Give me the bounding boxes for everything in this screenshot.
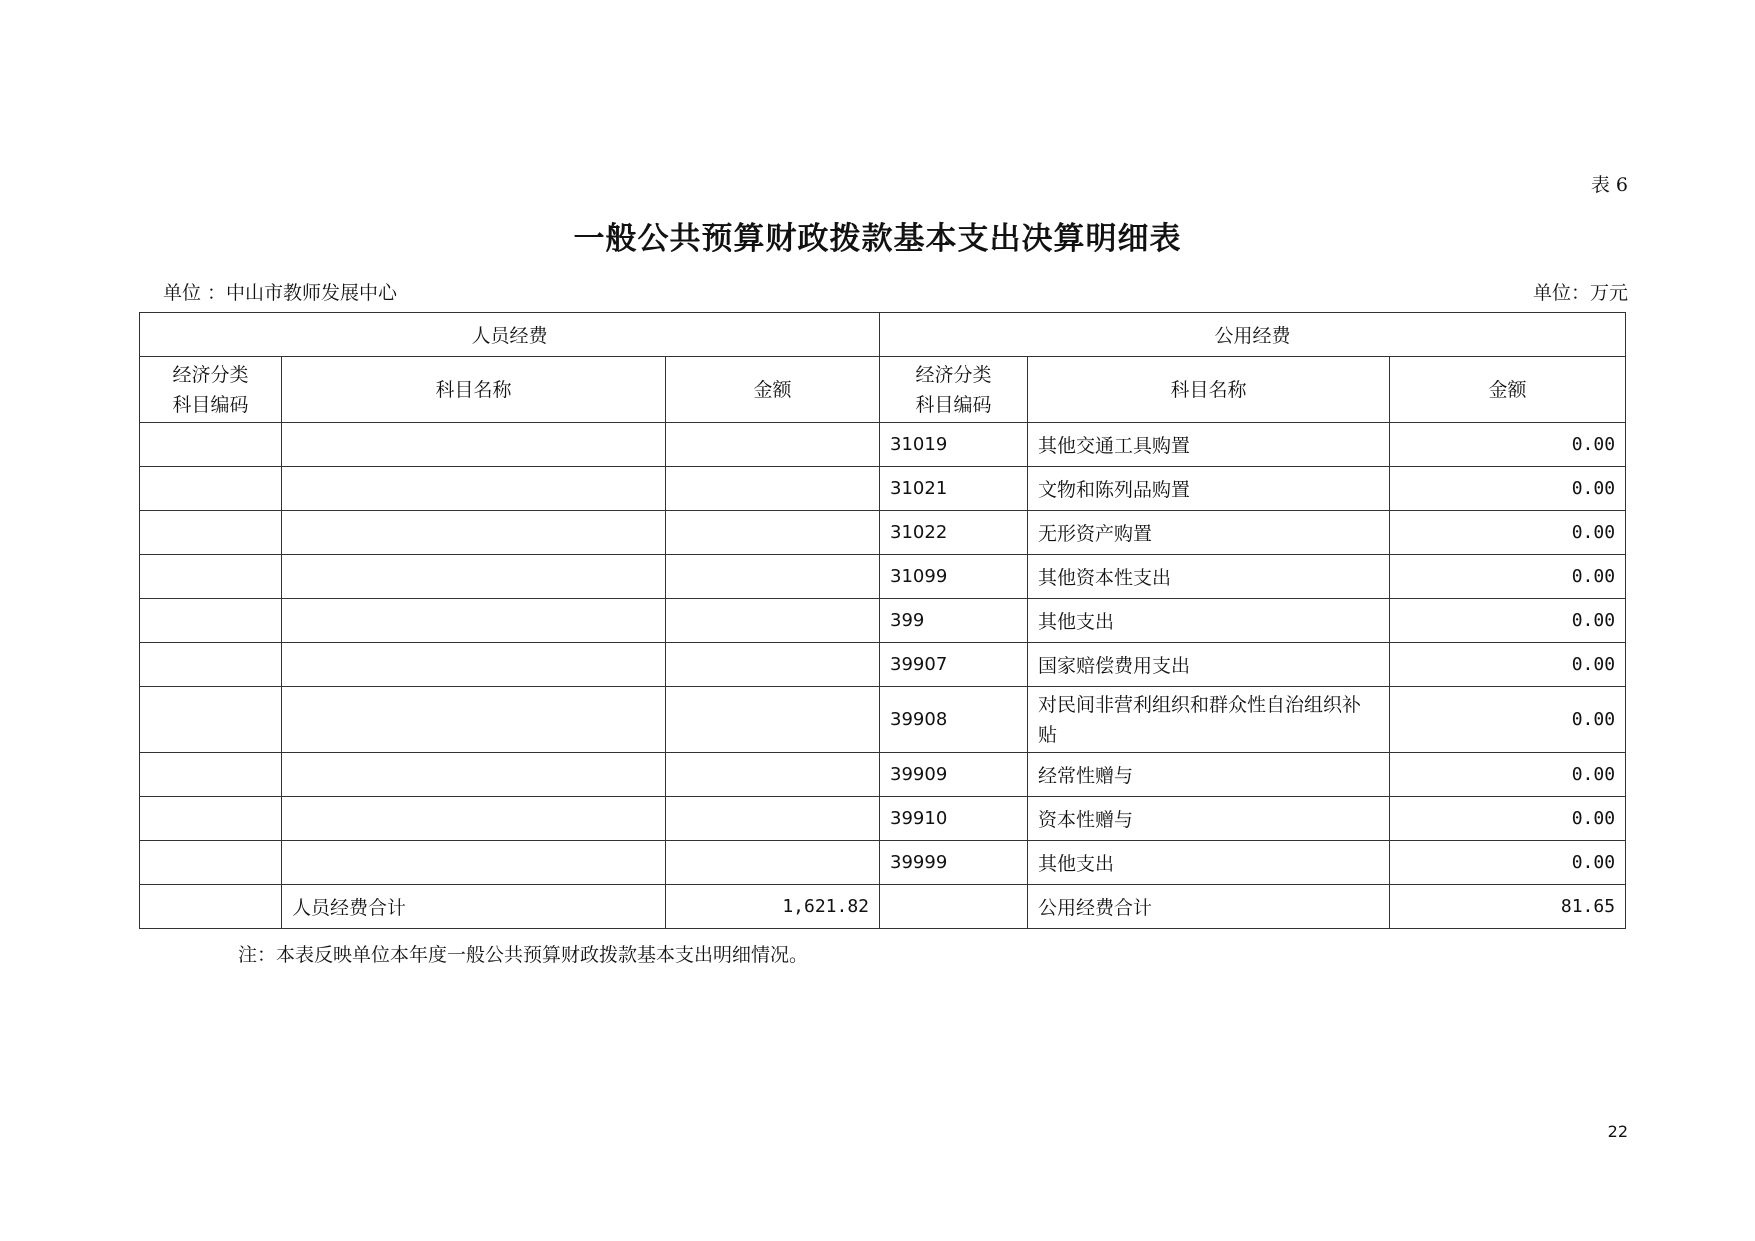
public-name-cell: 其他支出	[1028, 841, 1390, 885]
table-row	[140, 555, 1626, 599]
table-row	[140, 841, 1626, 885]
personnel-total-amount: 1,621.82	[666, 885, 880, 929]
totals-row	[140, 885, 1626, 929]
public-code-cell: 39908	[880, 687, 1028, 753]
group-header-row	[140, 313, 1626, 357]
table-note: 注：本表反映单位本年度一般公共预算财政拨款基本支出明细情况。	[238, 944, 809, 966]
public-code-header: 经济分类 科目编码	[880, 357, 1028, 423]
public-code-cell: 31021	[880, 467, 1028, 511]
table-row	[140, 599, 1626, 643]
table-row	[140, 423, 1626, 467]
public-code-cell: 31019	[880, 423, 1028, 467]
personnel-name-header: 科目名称	[282, 357, 666, 423]
public-name-cell: 国家赔偿费用支出	[1028, 643, 1390, 687]
organization-unit: 单位 ：中山市教师发展中心	[163, 282, 398, 304]
public-name-cell: 资本性赠与	[1028, 797, 1390, 841]
public-amount-cell: 0.00	[1390, 687, 1626, 753]
public-name-cell: 其他交通工具购置	[1028, 423, 1390, 467]
public-amount-cell: 0.00	[1390, 467, 1626, 511]
public-name-cell: 其他支出	[1028, 599, 1390, 643]
public-amount-header: 金额	[1390, 357, 1626, 423]
public-amount-cell: 0.00	[1390, 555, 1626, 599]
public-name-cell: 对民间非营利组织和群众性自治组织补贴	[1028, 687, 1390, 753]
currency-unit: 单位：万元	[1532, 282, 1628, 304]
document-title: 一般公共预算财政拨款基本支出决算明细表	[573, 221, 1182, 257]
public-total-amount: 81.65	[1390, 885, 1626, 929]
public-name-cell: 无形资产购置	[1028, 511, 1390, 555]
public-code-cell: 399	[880, 599, 1028, 643]
public-code-cell: 39909	[880, 753, 1028, 797]
public-amount-cell: 0.00	[1390, 599, 1626, 643]
public-amount-cell: 0.00	[1390, 643, 1626, 687]
public-amount-cell: 0.00	[1390, 797, 1626, 841]
table-row	[140, 643, 1626, 687]
expenditure-table	[139, 312, 1626, 929]
public-amount-cell: 0.00	[1390, 841, 1626, 885]
public-group-header: 公用经费	[880, 313, 1626, 357]
table-row	[140, 797, 1626, 841]
personnel-total-label: 人员经费合计	[282, 885, 666, 929]
personnel-code-header: 经济分类 科目编码	[140, 357, 282, 423]
public-code-cell: 39907	[880, 643, 1028, 687]
public-name-cell: 经常性赠与	[1028, 753, 1390, 797]
public-code-cell: 31022	[880, 511, 1028, 555]
public-name-header: 科目名称	[1028, 357, 1390, 423]
public-name-cell: 文物和陈列品购置	[1028, 467, 1390, 511]
public-amount-cell: 0.00	[1390, 423, 1626, 467]
public-total-label: 公用经费合计	[1028, 885, 1390, 929]
public-code-cell: 31099	[880, 555, 1028, 599]
table-row	[140, 687, 1626, 753]
public-amount-cell: 0.00	[1390, 511, 1626, 555]
table-row	[140, 467, 1626, 511]
personnel-amount-header: 金额	[666, 357, 880, 423]
table-row	[140, 753, 1626, 797]
page-number: 22	[1607, 1122, 1628, 1141]
personnel-group-header: 人员经费	[140, 313, 880, 357]
column-header-row	[140, 357, 1626, 423]
public-amount-cell: 0.00	[1390, 753, 1626, 797]
table-row	[140, 511, 1626, 555]
public-code-cell: 39910	[880, 797, 1028, 841]
table-number: 表 6	[1590, 174, 1628, 196]
public-code-cell: 39999	[880, 841, 1028, 885]
public-name-cell: 其他资本性支出	[1028, 555, 1390, 599]
